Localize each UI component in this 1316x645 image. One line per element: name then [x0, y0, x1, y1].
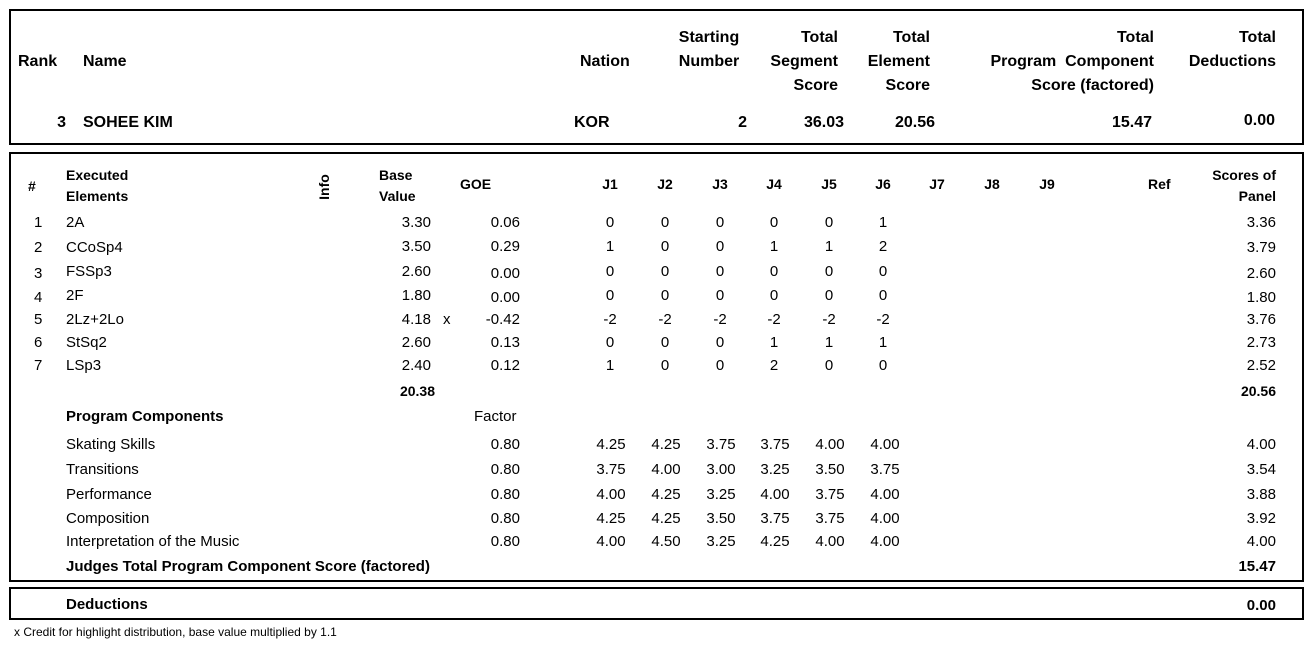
element-j1: 1: [605, 357, 615, 374]
element-j6: 2: [878, 238, 888, 255]
element-panel: 2.60: [1246, 265, 1276, 282]
component-j3: 3.00: [706, 461, 736, 478]
component-factor: 0.80: [490, 510, 520, 527]
element-panel: 3.79: [1246, 239, 1276, 256]
rank-header: Rank: [18, 53, 58, 70]
element-j2: 0: [660, 334, 670, 351]
element-goe: 0.13: [490, 334, 520, 351]
element-panel: 1.80: [1246, 289, 1276, 306]
element-j6: 1: [878, 334, 888, 351]
element-num: 7: [34, 357, 43, 374]
element-panel: 3.76: [1246, 311, 1276, 328]
elements-panel-total: 20.56: [1240, 383, 1276, 399]
element-j4: 0: [769, 287, 779, 304]
element-goe: 0.12: [490, 357, 520, 374]
judge-6-header: J6: [875, 176, 891, 192]
element-j6: 0: [878, 287, 888, 304]
total-pcs-header: Total Program Component Score (factored): [990, 29, 1154, 94]
element-j1: 1: [605, 238, 615, 255]
skater-nation: KOR: [574, 114, 610, 131]
element-num: 6: [34, 334, 43, 351]
element-base: 2.60: [401, 263, 431, 280]
element-base: 3.50: [401, 238, 431, 255]
element-j2: 0: [660, 263, 670, 280]
element-num: 1: [34, 214, 43, 231]
program-components-title: Program Components: [66, 408, 224, 425]
component-factor: 0.80: [490, 461, 520, 478]
element-base: 3.30: [401, 214, 431, 231]
highlight-mark: x: [443, 311, 451, 328]
element-j5: 1: [824, 334, 834, 351]
num-header: #: [28, 178, 36, 194]
element-name: CCoSp4: [66, 239, 123, 256]
element-j6: -2: [876, 311, 890, 328]
element-j4: 1: [769, 238, 779, 255]
component-j3: 3.75: [706, 436, 736, 453]
element-j6: 1: [878, 214, 888, 231]
component-j4: 3.75: [760, 436, 790, 453]
element-j6: 0: [878, 357, 888, 374]
ref-header: Ref: [1148, 176, 1171, 192]
component-j6: 4.00: [870, 486, 900, 503]
skater-starting-number: 2: [738, 114, 747, 131]
component-j6: 4.00: [870, 533, 900, 550]
skater-pcs-score: 15.47: [1111, 114, 1152, 131]
element-j4: 2: [769, 357, 779, 374]
element-j5: 0: [824, 214, 834, 231]
component-j4: 3.75: [760, 510, 790, 527]
component-panel: 4.00: [1246, 436, 1276, 453]
element-base: 4.18: [401, 311, 431, 328]
name-header: Name: [83, 53, 127, 70]
nation-header: Nation: [580, 53, 630, 70]
component-panel: 4.00: [1246, 533, 1276, 550]
component-j4: 4.25: [760, 533, 790, 550]
element-panel: 2.73: [1246, 334, 1276, 351]
element-j3: 0: [715, 357, 725, 374]
component-j3: 3.25: [706, 533, 736, 550]
judges-total-pcs-label: Judges Total Program Component Score (factored): [66, 558, 430, 575]
element-name: StSq2: [66, 334, 107, 351]
component-panel: 3.54: [1246, 461, 1276, 478]
element-goe: 0.00: [490, 289, 520, 306]
element-panel: 2.52: [1246, 357, 1276, 374]
info-header: Info: [316, 174, 332, 200]
element-j5: 1: [824, 238, 834, 255]
component-j3: 3.50: [706, 510, 736, 527]
element-num: 5: [34, 311, 43, 328]
element-goe: -0.42: [485, 311, 520, 328]
factor-header: Factor: [474, 408, 517, 425]
element-j3: -2: [713, 311, 727, 328]
component-j1: 3.75: [596, 461, 626, 478]
element-base: 1.80: [401, 287, 431, 304]
total-segment-header: Total Segment Score: [770, 29, 838, 94]
component-panel: 3.88: [1246, 486, 1276, 503]
element-j3: 0: [715, 334, 725, 351]
element-j2: 0: [660, 287, 670, 304]
element-j5: 0: [824, 287, 834, 304]
element-goe: 0.00: [490, 265, 520, 282]
element-j2: -2: [658, 311, 672, 328]
deductions-label: Deductions: [66, 596, 148, 613]
component-j4: 4.00: [760, 486, 790, 503]
element-j3: 0: [715, 263, 725, 280]
element-name: 2F: [66, 287, 84, 304]
component-j1: 4.00: [596, 486, 626, 503]
element-panel: 3.36: [1246, 214, 1276, 231]
judge-7-header: J7: [929, 176, 945, 192]
element-j5: 0: [824, 263, 834, 280]
deductions-box: [9, 587, 1304, 620]
component-j6: 3.75: [870, 461, 900, 478]
component-j2: 4.25: [651, 510, 681, 527]
base-value-total: 20.38: [399, 383, 435, 399]
component-j6: 4.00: [870, 510, 900, 527]
element-j1: 0: [605, 214, 615, 231]
component-j2: 4.25: [651, 436, 681, 453]
element-name: LSp3: [66, 357, 102, 374]
component-name: Transitions: [66, 461, 139, 478]
skater-name: SOHEE KIM: [83, 114, 173, 131]
component-j1: 4.00: [596, 533, 626, 550]
judge-1-header: J1: [602, 176, 618, 192]
skater-deductions: 0.00: [1243, 112, 1275, 129]
component-j5: 3.75: [815, 510, 845, 527]
element-goe: 0.29: [490, 238, 520, 255]
element-num: 3: [34, 265, 43, 282]
element-j4: -2: [767, 311, 781, 328]
judge-9-header: J9: [1039, 176, 1055, 192]
footnote: x Credit for highlight distribution, base value multiplied by 1.1: [14, 625, 337, 639]
component-name: Skating Skills: [66, 436, 156, 453]
component-factor: 0.80: [490, 436, 520, 453]
element-num: 4: [34, 289, 43, 306]
component-name: Interpretation of the Music: [66, 533, 240, 550]
element-j4: 0: [769, 263, 779, 280]
component-j2: 4.25: [651, 486, 681, 503]
skater-segment-score: 36.03: [803, 114, 844, 131]
element-name: FSSp3: [66, 263, 112, 280]
element-num: 2: [34, 239, 43, 256]
component-j5: 3.50: [815, 461, 845, 478]
scores-of-panel-header: Scores of Panel: [1212, 167, 1276, 204]
component-j2: 4.00: [651, 461, 681, 478]
total-element-header: Total Element Score: [867, 29, 930, 94]
element-j2: 0: [660, 357, 670, 374]
element-j1: 0: [605, 263, 615, 280]
component-j1: 4.25: [596, 510, 626, 527]
component-j2: 4.50: [651, 533, 681, 550]
element-base: 2.60: [401, 334, 431, 351]
element-j2: 0: [660, 238, 670, 255]
element-j3: 0: [715, 214, 725, 231]
element-j2: 0: [660, 214, 670, 231]
component-panel: 3.92: [1246, 510, 1276, 527]
skater-element-score: 20.56: [894, 114, 935, 131]
base-value-header: Base Value: [379, 167, 416, 204]
judge-5-header: J5: [821, 176, 837, 192]
judge-3-header: J3: [712, 176, 728, 192]
component-factor: 0.80: [490, 486, 520, 503]
judge-8-header: J8: [984, 176, 1000, 192]
skater-rank: 3: [57, 114, 66, 131]
element-j5: 0: [824, 357, 834, 374]
judge-2-header: J2: [657, 176, 673, 192]
component-j6: 4.00: [870, 436, 900, 453]
element-j3: 0: [715, 238, 725, 255]
total-deductions-header: Total Deductions: [1188, 29, 1276, 70]
component-name: Composition: [66, 510, 150, 527]
element-name: 2Lz+2Lo: [66, 311, 124, 328]
element-j4: 1: [769, 334, 779, 351]
judge-4-header: J4: [766, 176, 782, 192]
goe-header: GOE: [460, 176, 492, 192]
component-j1: 4.25: [596, 436, 626, 453]
deductions-value: 0.00: [1246, 597, 1276, 614]
component-j5: 3.75: [815, 486, 845, 503]
starting-number-header: Starting Number: [678, 29, 740, 70]
element-j4: 0: [769, 214, 779, 231]
component-j5: 4.00: [815, 436, 845, 453]
element-goe: 0.06: [490, 214, 520, 231]
element-name: 2A: [66, 214, 85, 231]
element-j1: 0: [605, 287, 615, 304]
judges-total-pcs-value: 15.47: [1238, 558, 1276, 575]
element-base: 2.40: [401, 357, 431, 374]
component-name: Performance: [66, 486, 152, 503]
component-j3: 3.25: [706, 486, 736, 503]
component-j5: 4.00: [815, 533, 845, 550]
component-j4: 3.25: [760, 461, 790, 478]
element-j5: -2: [822, 311, 836, 328]
element-j6: 0: [878, 263, 888, 280]
element-j3: 0: [715, 287, 725, 304]
element-j1: -2: [603, 311, 617, 328]
executed-elements-header: Executed Elements: [66, 167, 129, 204]
component-factor: 0.80: [490, 533, 520, 550]
element-j1: 0: [605, 334, 615, 351]
